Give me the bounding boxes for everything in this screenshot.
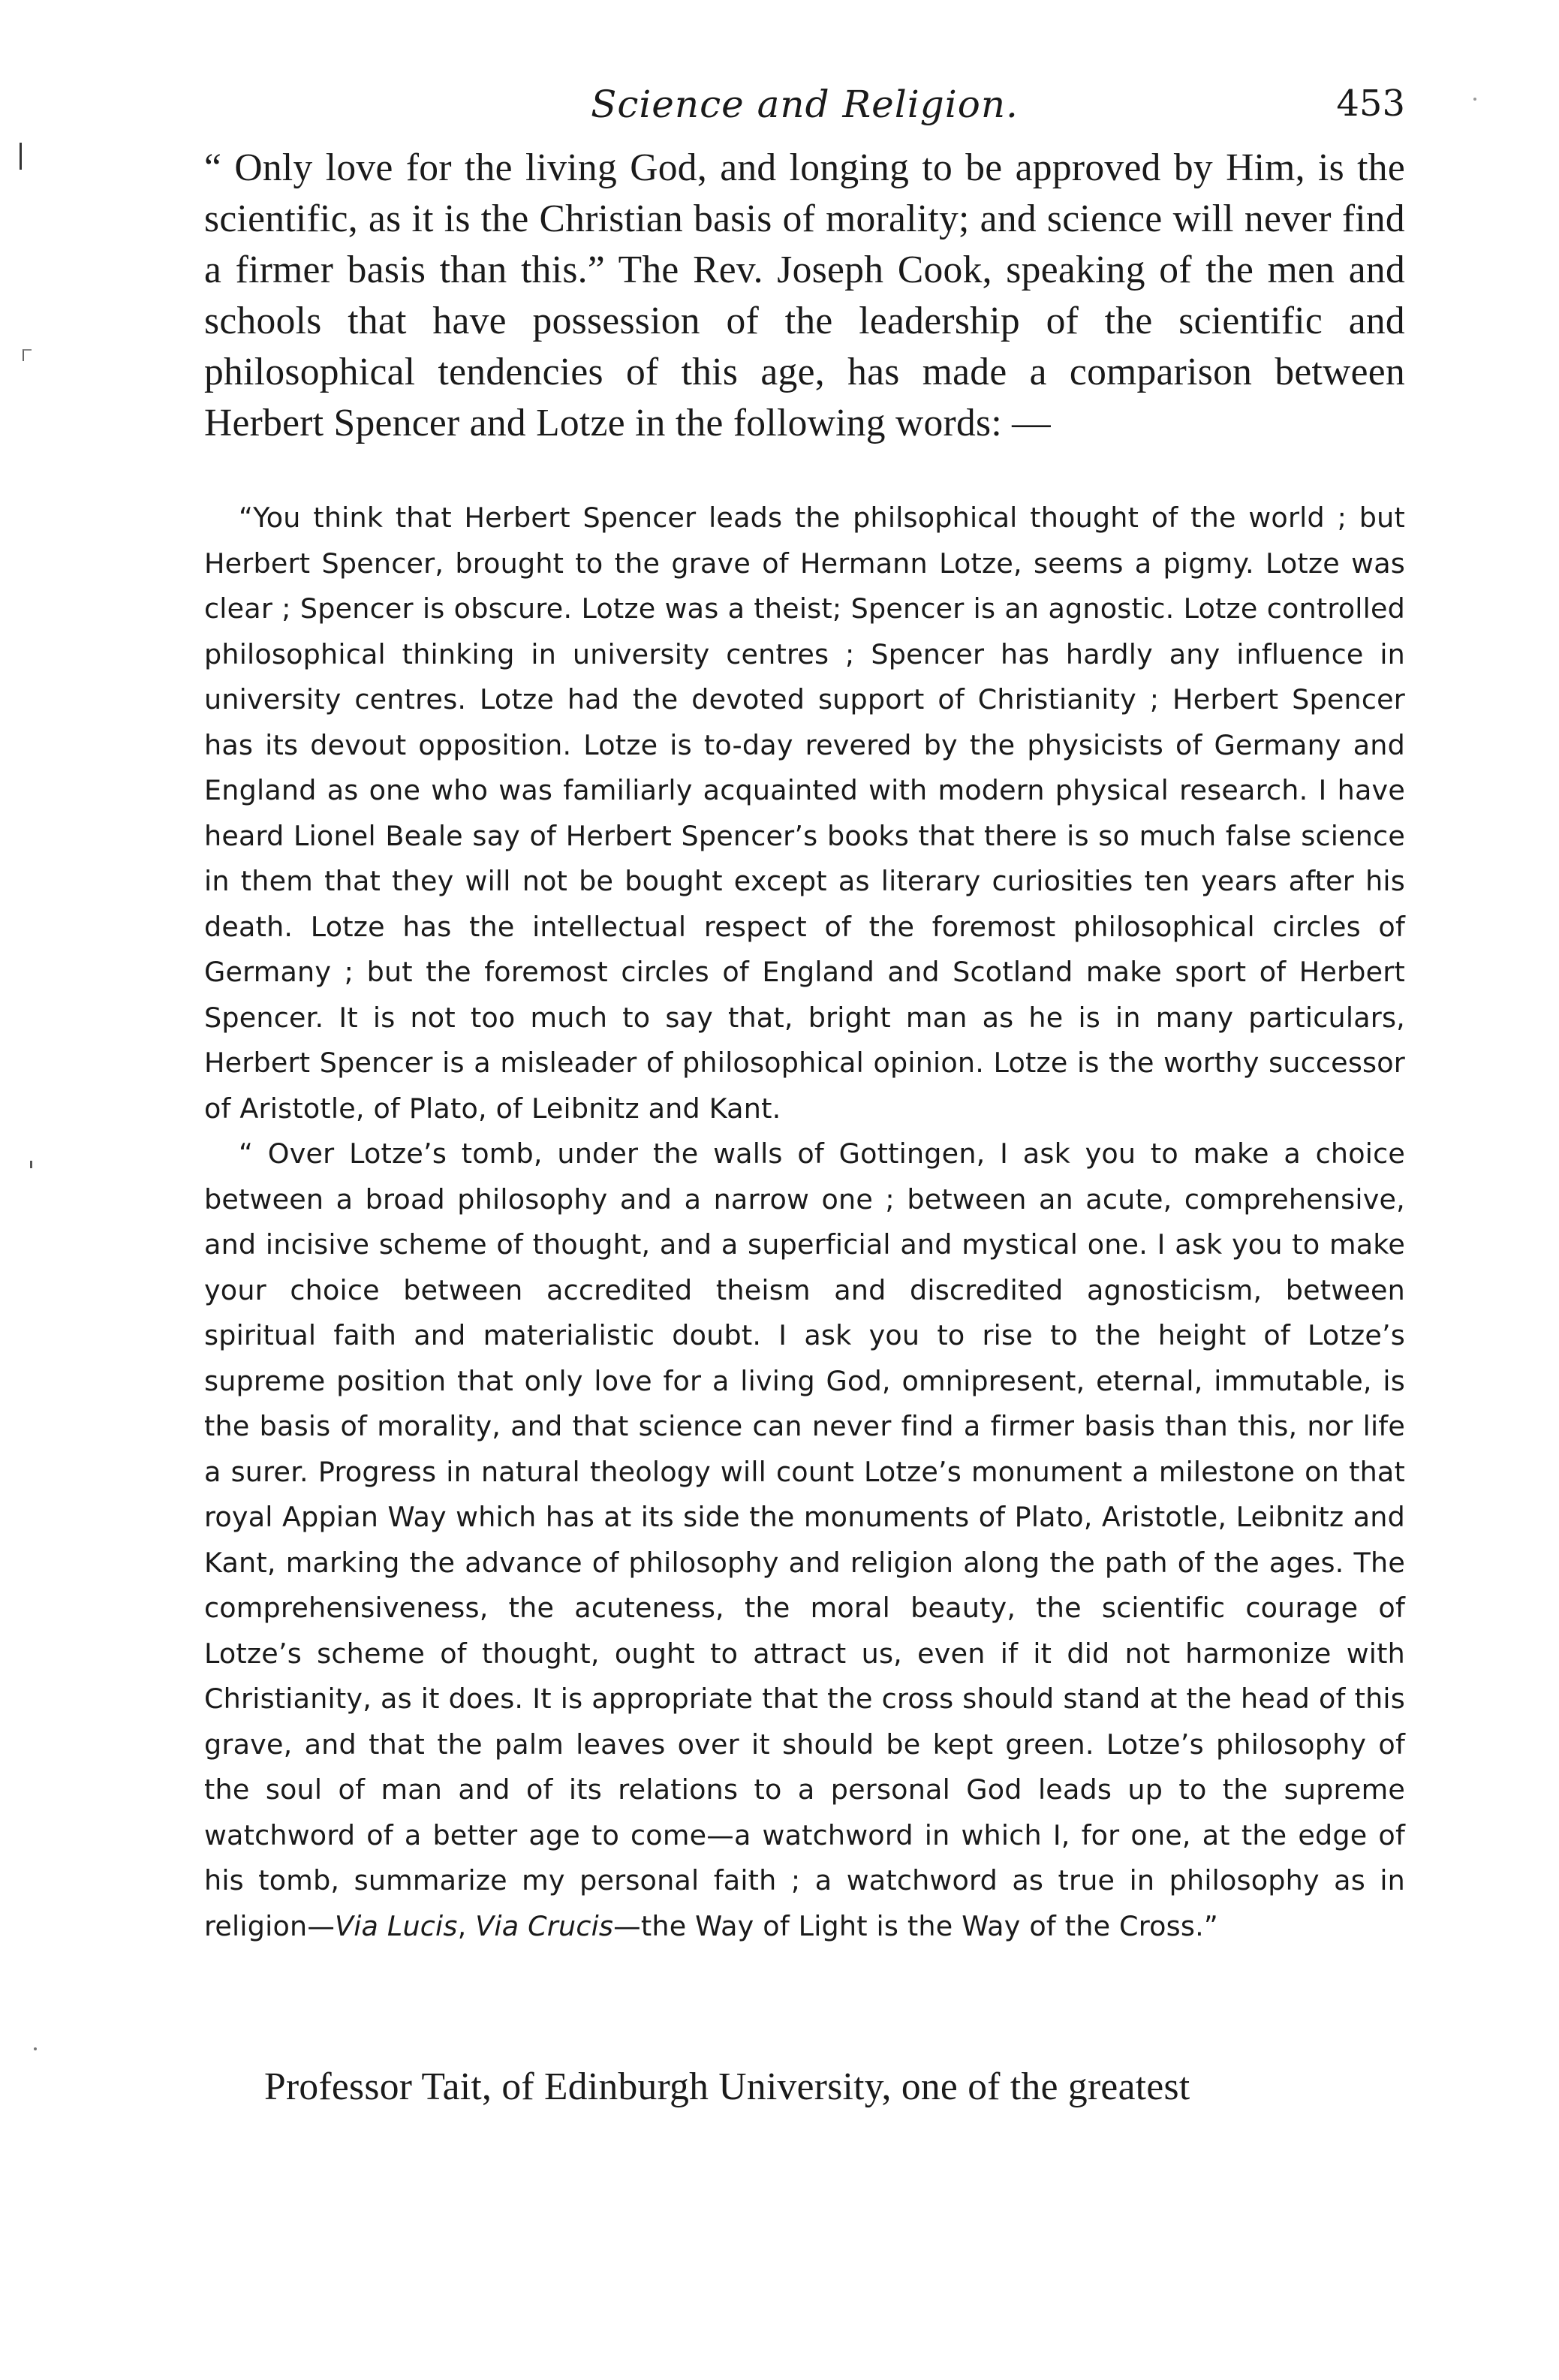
quote-two-text: “ Over Lotze’s tomb, under the walls of Gottingen, I ask you to make a choice between a broad philosophy and a narrow one ; between an acute, comprehensive, and incisive scheme of thought, and a superficial and mystical one. I ask you to make your choice between accredited theism and discredited agnosticism, between spiritual faith and materialistic doubt. I ask you to rise to the height of Lotze’s supreme position that only love for a living God, omnipresent, eternal, immutable, is the basis of morality, and that science can never find a firmer basis than this, nor life a surer. Progress in natural theology will count Lotze’s monument a milestone on that royal Appian Way which has at its side the monuments of Plato, Aristotle, Leibnitz and Kant, marking the advance of philosophy and religion along the path of the ages. The comprehensiveness, the acuteness, the moral beauty, the scientific courage of Lotze’s scheme of thought, ought to attract us, even if it did not harmonize with Christianity, as it does. It is appropriate that the cross should stand at the head of this grave, and that the palm leaves over it should be kept green. Lotze’s philosophy of the soul of man and of its relations to a personal God leads up to the supreme watchword of a better age to come—a watchword in which I, for one, at the edge of his tomb, summarize my personal faith ; a watchword as true in philosophy as in religion— <box>204 1137 1405 1942</box>
page-number: 453 <box>1336 83 1405 125</box>
page <box>204 83 1405 2113</box>
margin-speck-mark <box>1473 98 1476 101</box>
quote-two-ending: —the Way of Light is the Way of the Cross.” <box>613 1909 1218 1942</box>
margin-speck-mark <box>23 349 32 361</box>
page-header <box>204 83 1405 143</box>
latin-separator: , <box>457 1909 476 1942</box>
margin-speck-mark <box>30 1161 32 1168</box>
latin-via-lucis: Via Lucis <box>335 1909 458 1942</box>
closing-paragraph: Professor Tait, of Edinburgh University, one of the greatest <box>264 2065 1190 2108</box>
margin-speck-mark <box>20 143 22 170</box>
latin-via-crucis: Via Crucis <box>475 1909 614 1942</box>
running-title: Science and Religion. <box>591 83 1019 126</box>
quote-paragraph-lotze-tomb <box>204 1131 1405 1949</box>
margin-speck-mark <box>34 2047 37 2050</box>
intro-paragraph: “ Only love for the living God, and longing to be approved by Him, is the scientific, as it is the Christian basis of morality; and science will never find a firmer basis than this.” The Rev. Joseph Cook, speaking of the men and schools that have possession of the leadership of the scientific and philosophical tendencies of this age, has made a comparison between Herbert Spencer and Lotze in the following words: — <box>204 146 1405 444</box>
quote-paragraph-spencer-lotze: “You think that Herbert Spencer leads the philsophical thought of the world ; but Herbert Spencer, brought to the grave of Hermann Lotze, seems a pigmy. Lotze was clear ; Spencer is obscure. Lotze was a theist; Spencer is an agnostic. Lotze controlled philosophical thinking in university centres ; Spencer has hardly any influence in university centres. Lotze had the devoted support of Christianity ; Herbert Spencer has its devout opposition. Lotze is to-day revered by the physicists of Germany and England as one who was familiarly acquainted with modern physical research. I have heard Lionel Beale say of Herbert Spencer’s books that there is so much false science in them that they will not be bought except as literary curiosities ten years after his death. Lotze has the intellectual respect of the foremost philosophical circles of Germany ; but the foremost circles of England and Scotland make sport of Herbert Spencer. It is not too much to say that, bright man as he is in many particulars, Herbert Spencer is a misleader of philosophical opinion. Lotze is the worthy successor of Aristotle, of Plato, of Leibnitz and Kant. <box>204 502 1405 1125</box>
